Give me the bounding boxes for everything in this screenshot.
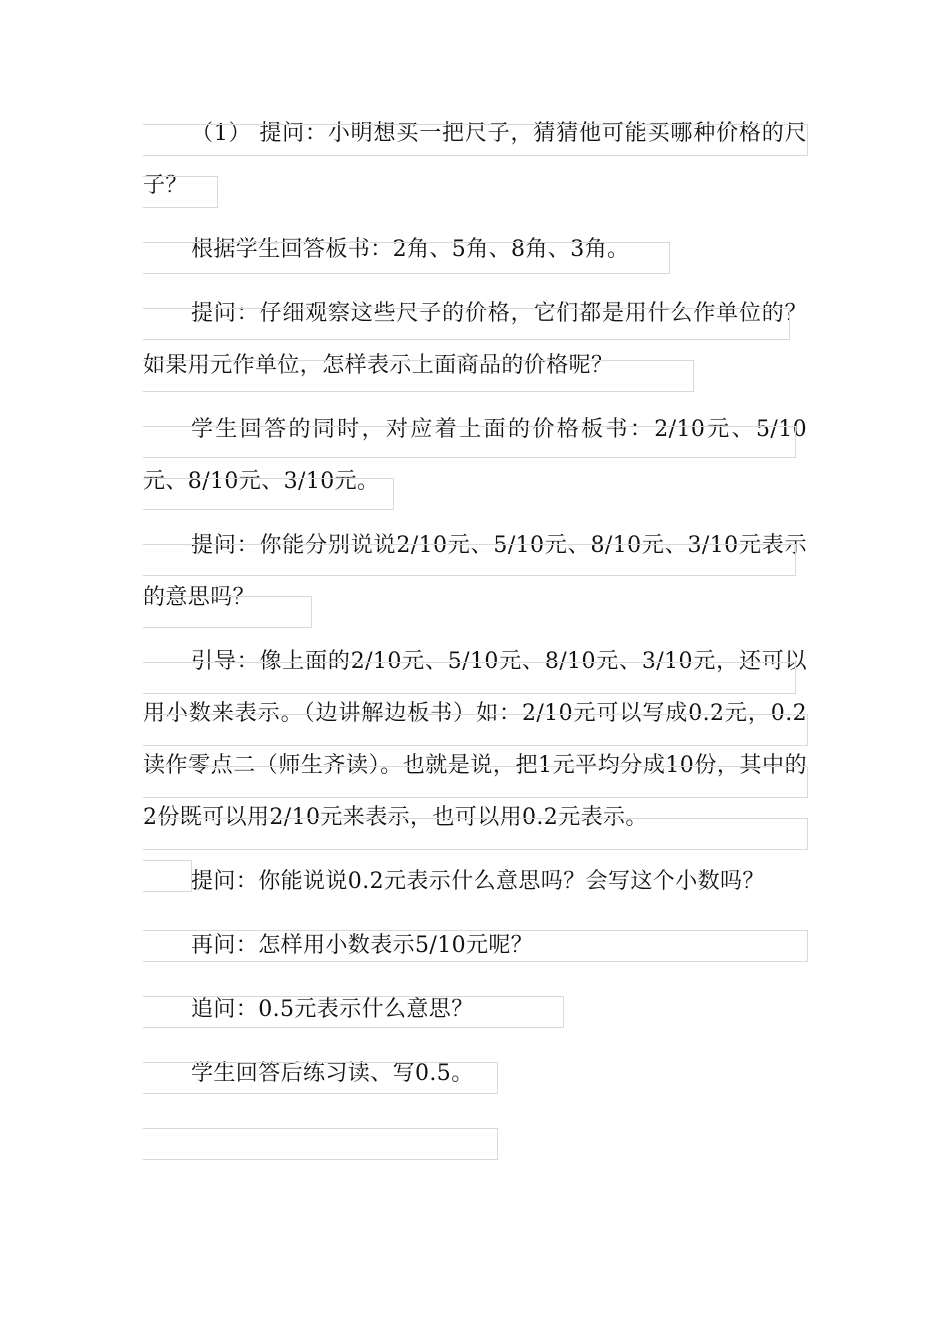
paragraph-board-jiao-prices: 根据学生回答板书：2角、5角、8角、3角。 xyxy=(191,237,630,262)
text-frame-line xyxy=(143,1128,498,1160)
paragraph-unit-question: 提问：仔细观察这些尺子的价格，它们都是用什么作单位的？如果用元作单位，怎样表示上面商品的价格呢？ xyxy=(143,301,807,378)
paragraph-board-yuan-fractions: 学生回答的同时，对应着上面的价格板书：2/10元、5/10元、8/10元、3/10元。 xyxy=(143,417,807,494)
paragraph-meaning-question: 提问：你能分别说说2/10元、5/10元、8/10元、3/10元表示的意思吗？ xyxy=(143,533,807,610)
paragraph-ruler-question: （1） 提问：小明想买一把尺子，猜猜他可能买哪种价格的尺子？ xyxy=(143,121,807,198)
paragraph-decimal-meaning-question: 提问：你能说说0.2元表示什么意思吗？会写这个小数吗？ xyxy=(191,869,765,894)
paragraph-follow-up-question: 再问：怎样用小数表示5/10元呢？ xyxy=(191,933,534,958)
paragraph-decimal-guidance: 引导：像上面的2/10元、5/10元、8/10元、3/10元，还可以用小数来表示。（边讲解边板书）如：2/10元可以写成0.2元，0.2读作零点二（师生齐读）。也就是说，把1元平均分成10份，其中的2份既可以用2/10元来表示，也可以用0.2元表示。 xyxy=(143,649,807,830)
paragraph-further-question: 追问：0.5元表示什么意思？ xyxy=(191,997,474,1022)
paragraph-practice: 学生回答后练习读、写0.5。 xyxy=(191,1061,474,1086)
document-body xyxy=(143,108,807,1100)
